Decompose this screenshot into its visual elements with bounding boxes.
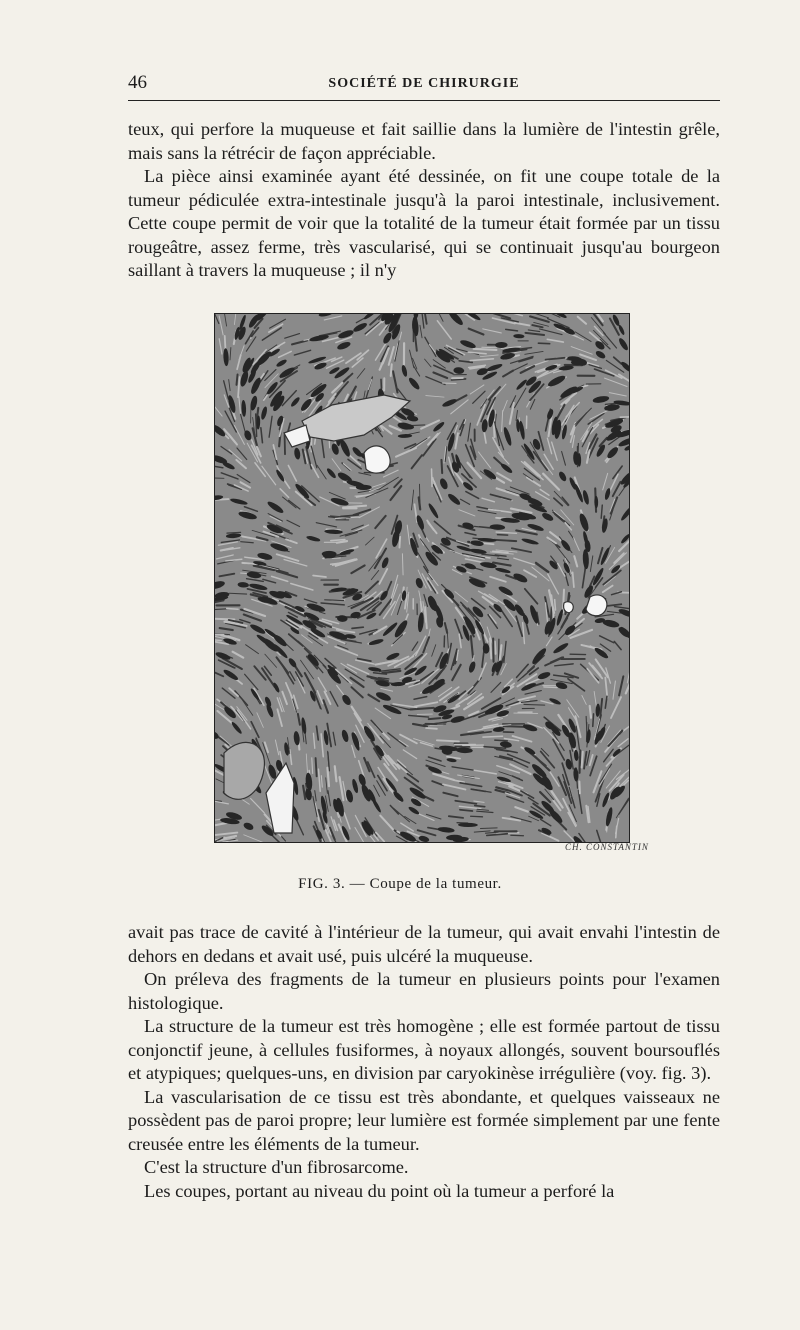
fibre-stroke	[495, 740, 507, 741]
fibre-stroke	[490, 638, 491, 658]
body-text-bottom	[128, 921, 720, 1203]
fibre-stroke	[593, 714, 594, 726]
fibre-stroke	[432, 469, 433, 486]
paragraph: La structure de la tumeur est très homogène ; elle est formée partout de tissu conjonctif jeune, à cellules fusiformes, à noyaux allongés, souvent boursouflés et atypiques; quelques-uns, en division par caryokinèse irrégulière (voy. fig. 3).	[128, 1016, 720, 1083]
fibre-stroke	[483, 736, 503, 737]
fibre-stroke	[429, 718, 441, 719]
fibre-stroke	[495, 642, 496, 654]
fibre-stroke	[586, 716, 587, 733]
fibre-stroke	[579, 781, 580, 793]
fibre-stroke	[582, 752, 583, 768]
fibre-stroke	[420, 484, 421, 507]
fibre-stroke	[475, 806, 485, 807]
fibre-stroke	[497, 535, 507, 536]
fibre-stroke	[494, 540, 516, 541]
body-text-top	[128, 118, 720, 283]
paragraph: La pièce ainsi examinée ayant été dessinée, on fit une coupe totale de la tumeur pédiculée extra-intestinale jusqu'à la paroi intestinale, inclusivement. Cette coupe permit de voir que la totalité de la tumeur était formée par un tissu rougeâtre, assez ferme, très vascularisé, qui se continuait jusqu'au bourgeon saillant à travers la muqueuse ; il n'y	[128, 166, 720, 280]
fibre-stroke	[524, 704, 545, 705]
fibre-stroke	[473, 349, 496, 350]
fibre-stroke	[227, 608, 238, 609]
fibre-stroke	[214, 619, 234, 620]
fibre-stroke	[402, 554, 403, 575]
fibre-stroke	[399, 537, 400, 548]
fibre-stroke	[441, 460, 442, 473]
paragraph: La vascularisation de ce tissu est très abondante, et quelques vaisseaux ne possèdent pas de paroi propre; leur lumière est formée simplement par une fente creusée entre les éléments de la tumeur.	[128, 1086, 720, 1154]
fibre-stroke	[352, 627, 363, 628]
fibre-stroke	[325, 600, 344, 601]
fibre-stroke	[555, 600, 556, 610]
histology-figure	[214, 313, 630, 843]
figure-caption: FIG. 3. — Coupe de la tumeur.	[298, 876, 502, 892]
fibre-stroke	[605, 403, 615, 404]
paragraph: On préleva des fragments de la tumeur en plusieurs points pour l'examen histologique.	[128, 969, 720, 1013]
fibre-stroke	[544, 687, 557, 688]
fibre-stroke	[504, 726, 525, 727]
header-rule	[128, 100, 720, 101]
running-head: SOCIÉTÉ DE CHIRURGIE	[328, 76, 520, 91]
fibre-stroke	[316, 758, 317, 776]
fibre-stroke	[481, 828, 498, 829]
fibre-stroke	[227, 532, 241, 533]
page-number: 46	[128, 72, 147, 93]
cell-nucleus	[356, 485, 372, 490]
illustrator-signature: CH. CONSTANTIN	[565, 842, 649, 852]
paragraph: C'est la structure d'un fibrosarcome.	[144, 1157, 409, 1177]
paragraph: avait pas trace de cavité à l'intérieur de la tumeur, qui avait envahi l'intestin de dehors en dedans et avait usé, puis ulcéré la muqueuse.	[128, 922, 720, 966]
fibre-stroke	[237, 374, 238, 384]
fibre-stroke	[482, 347, 497, 348]
page-header	[128, 72, 720, 98]
paragraph: teux, qui perfore la muqueuse et fait saillie dans la lumière de l'intestin grêle, mais sans la rétrécir de façon appréciable.	[128, 119, 720, 163]
histology-illustration	[214, 313, 630, 843]
vessel-lumen	[364, 446, 390, 473]
vessel-lumen	[586, 595, 607, 616]
fibre-stroke	[590, 706, 591, 718]
vessel-lumen	[564, 602, 574, 613]
fibre-stroke	[214, 478, 224, 479]
fibre-stroke	[331, 540, 345, 541]
fibre-stroke	[437, 740, 459, 741]
fibre-stroke	[426, 728, 437, 729]
fibre-stroke	[471, 816, 483, 817]
fibre-stroke	[391, 364, 392, 376]
cell-nucleus	[323, 552, 336, 558]
paragraph: Les coupes, portant au niveau du point où la tumeur a perforé la	[144, 1180, 615, 1201]
